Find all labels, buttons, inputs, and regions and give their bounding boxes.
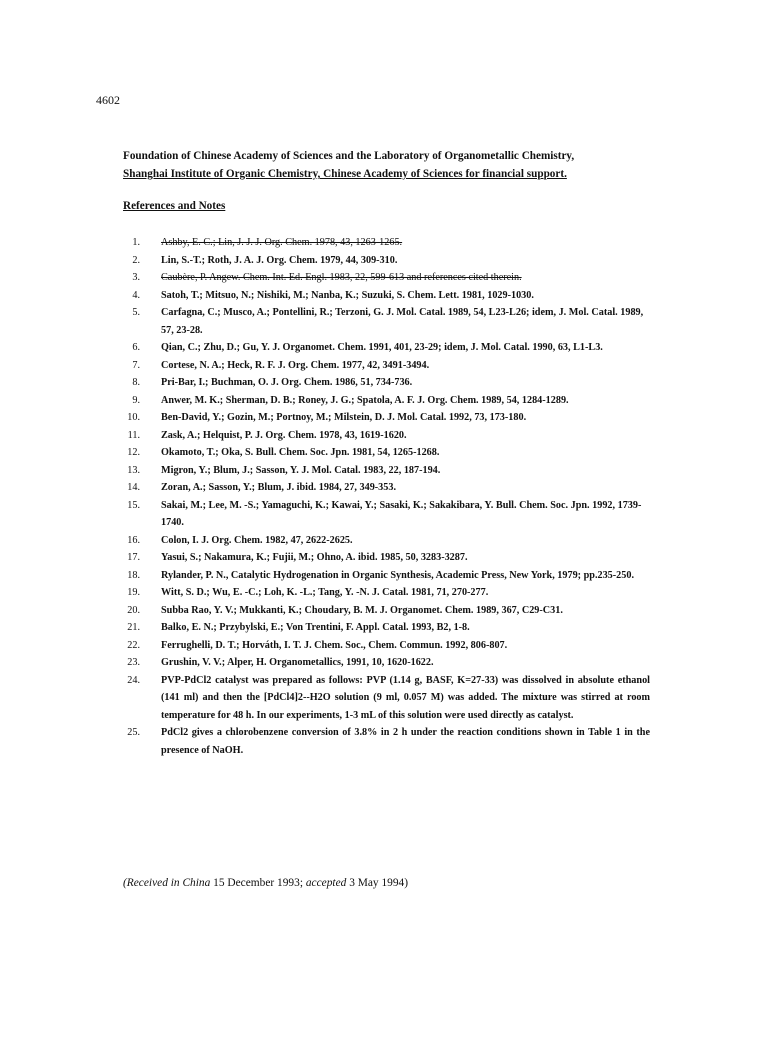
reference-item [120,392,650,410]
reference-text: Zoran, A.; Sasson, Y.; Blum, J. ibid. 1984, 27, 349-353. [161,482,397,493]
reference-text: Subba Rao, Y. V.; Mukkanti, K.; Choudary, B. M. J. Organomet. Chem. 1989, 367, C29-C31. [161,604,563,616]
reference-item [120,234,650,252]
reference-number: 2. [132,254,140,266]
reference-text: Zask, A.; Helquist, P. J. Org. Chem. 1978, 43, 1619-1620. [161,429,407,441]
reference-item [120,602,650,620]
reference-number: 19. [127,587,140,598]
reference-number: 12. [127,447,140,458]
references-heading: References and Notes [123,200,226,212]
reference-item [120,462,650,480]
reference-number: 20. [127,604,140,616]
reference-text: PVP-PdCl2 catalyst was prepared as follows: PVP (1.14 g, BASF, K=27-33) was dissolved in absolute ethanol (141 ml) and then the [PdCl4]2--H2O solution (9 ml, 0.057 M) was added. The mixture was stirred at room temperature for 48 h. In our experiments, 1-3 mL of this solution were used directly as catalyst. [161,674,650,721]
reference-number: 24. [127,674,140,686]
acknowledgement-line-1: Foundation of Chinese Academy of Sciences and the Laboratory of Organometallic Chemistry, [123,150,575,162]
reference-text: Ben-David, Y.; Gozin, M.; Portnoy, M.; Milstein, D. J. Mol. Catal. 1992, 73, 173-180. [161,412,527,423]
reference-item [120,252,650,270]
reference-text: Yasui, S.; Nakamura, K.; Fujii, M.; Ohno, A. ibid. 1985, 50, 3283-3287. [161,552,468,563]
reference-text: Witt, S. D.; Wu, E. -C.; Loh, K. -L.; Tang, Y. -N. J. Catal. 1981, 71, 270-277. [161,587,489,598]
reference-item [120,497,650,532]
reference-text: Satoh, T.; Mitsuo, N.; Nishiki, M.; Nanba, K.; Suzuki, S. Chem. Lett. 1981, 1029-1030. [161,289,534,301]
reference-number: 5. [132,307,140,318]
reference-text: Sakai, M.; Lee, M. -S.; Yamaguchi, K.; Kawai, Y.; Sasaki, K.; Sakakibara, Y. Bull. Chem. Soc. Jpn. 1992, 1739-1740. [161,499,642,528]
reference-item [120,409,650,427]
reference-text: Okamoto, T.; Oka, S. Bull. Chem. Soc. Jpn. 1981, 54, 1265-1268. [161,447,440,458]
reference-item [120,654,650,672]
reference-text: Carfagna, C.; Musco, A.; Pontellini, R.; Terzoni, G. J. Mol. Catal. 1989, 54, L23-L26; idem, J. Mol. Catal. 1989, 57, 23-28. [161,307,644,336]
reference-number: 9. [132,394,140,406]
reference-item [120,269,650,287]
reference-text: Anwer, M. K.; Sherman, D. B.; Roney, J. G.; Spatola, A. F. J. Org. Chem. 1989, 54, 1284-1289. [161,394,569,406]
reference-item [120,304,650,339]
reference-number: 3. [132,272,140,283]
reference-item [120,724,650,759]
reference-text: Grushin, V. V.; Alper, H. Organometallics, 1991, 10, 1620-1622. [161,657,434,668]
reference-number: 14. [127,482,140,493]
reference-text: Cortese, N. A.; Heck, R. F. J. Org. Chem. 1977, 42, 3491-3494. [161,359,430,371]
accepted-label: accepted [305,877,347,889]
reference-number: 8. [132,377,140,388]
reference-number: 10. [127,412,140,423]
reference-item [120,532,650,550]
accepted-date: 3 May 1994) [349,877,409,889]
reference-text: Ashby, E. C.; Lin, J. J. J. Org. Chem. 1978, 43, 1263-1265. [161,237,403,248]
reference-text: Pri-Bar, I.; Buchman, O. J. Org. Chem. 1986, 51, 734-736. [161,377,413,388]
reference-text: Rylander, P. N., Catalytic Hydrogenation in Organic Synthesis, Academic Press, New York, 1979; pp.235-250. [161,569,634,581]
reference-item [120,444,650,462]
reference-number: 16. [127,534,140,546]
page-number: 4602 [96,93,120,107]
reference-text: Lin, S.-T.; Roth, J. A. J. Org. Chem. 1979, 44, 309-310. [161,254,398,266]
reference-item [120,357,650,375]
acknowledgement-line-2: Shanghai Institute of Organic Chemistry, Chinese Academy of Sciences for financial support. [123,168,567,180]
reference-text: Migron, Y.; Blum, J.; Sasson, Y. J. Mol. Catal. 1983, 22, 187-194. [161,464,441,476]
reference-number: 11. [127,429,140,441]
reference-text: Qian, C.; Zhu, D.; Gu, Y. J. Organomet. Chem. 1991, 401, 23-29; idem, J. Mol. Catal. 1990, 63, L1-L3. [161,342,603,353]
reference-number: 6. [132,342,140,353]
reference-item [120,619,650,637]
reference-item [120,427,650,445]
reference-text: Balko, E. N.; Przybylski, E.; Von Trentini, F. Appl. Catal. 1993, B2, 1-8. [161,622,470,633]
received-prefix: (Received in China [123,877,211,889]
reference-item [120,567,650,585]
acknowledgement [123,147,683,183]
reference-number: 23. [127,657,140,668]
reference-text: PdCl2 gives a chlorobenzene conversion of 3.8% in 2 h under the reaction conditions shown in Table 1 in the presence of NaOH. [161,727,650,756]
reference-number: 18. [127,569,140,581]
reference-text: Caubère, P. Angew. Chem. Int. Ed. Engl. 1983, 22, 599-613 and references cited therein. [161,272,522,283]
reference-number: 25. [127,727,140,738]
reference-number: 13. [127,464,140,476]
reference-number: 1. [132,237,140,248]
received-date: 15 December 1993; [213,877,303,889]
received-line [123,877,408,889]
reference-item [120,637,650,655]
reference-item [120,339,650,357]
reference-number: 4. [132,289,140,301]
reference-number: 7. [132,359,140,371]
reference-number: 17. [127,552,140,563]
reference-item [120,584,650,602]
reference-number: 15. [127,499,140,511]
reference-text: Ferrughelli, D. T.; Horváth, I. T. J. Chem. Soc., Chem. Commun. 1992, 806-807. [161,639,508,651]
reference-item [120,549,650,567]
reference-number: 22. [127,639,140,651]
reference-text: Colon, I. J. Org. Chem. 1982, 47, 2622-2625. [161,534,353,546]
reference-number: 21. [127,622,140,633]
references-list [120,234,650,759]
reference-item [120,374,650,392]
reference-item [120,287,650,305]
reference-item [120,672,650,725]
reference-item [120,479,650,497]
